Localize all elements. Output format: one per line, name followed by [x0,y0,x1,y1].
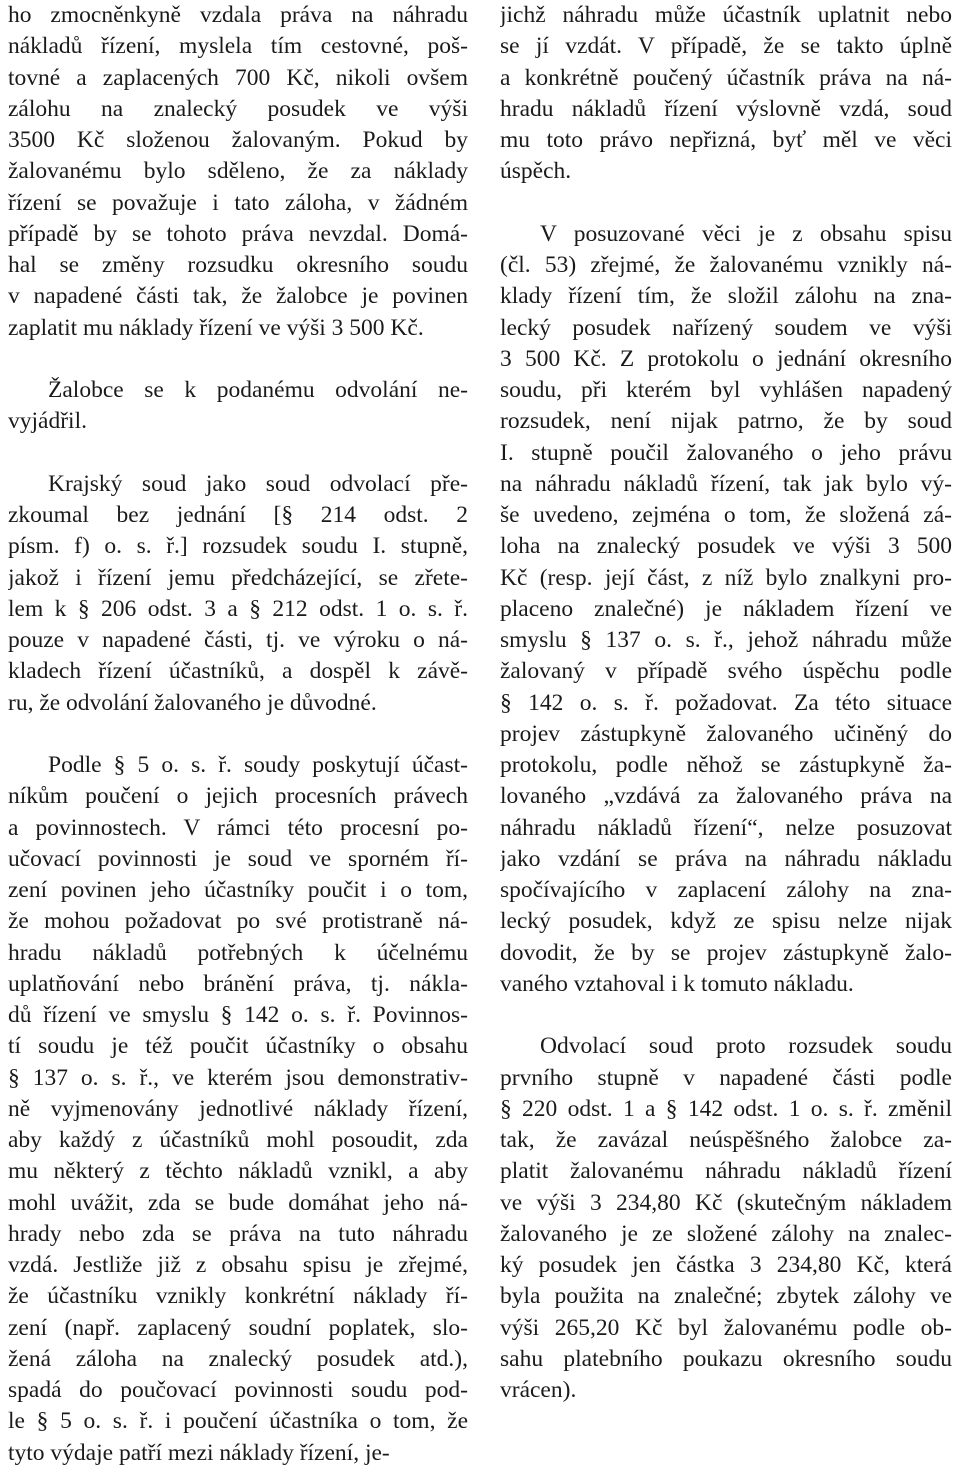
text-line: še uvedeno, zejména o tom, že složená zá- [500,502,952,528]
text-line: písm. f) o. s. ř.] rozsudek soudu I. stupně, [8,533,468,560]
paragraph-gap [500,1000,952,1031]
paragraph [8,375,468,438]
text-line: zkoumal bez jednání [§ 214 odst. 2 [8,502,468,528]
text-line: jichž náhradu může účastník uplatnit nebo [500,2,952,28]
text-line: ký posudek jen částka 3 234,80 Kč, která [500,1252,952,1278]
paragraph [500,219,952,1000]
text-line: ru, že odvolání žalovaného je důvodné. [8,689,377,716]
text-line: žalovaného je ze složené zálohy na znalec- [500,1220,952,1247]
text-line: zálohu na znalecký posudek ve výši [8,95,468,122]
text-line: na náhradu nákladů řízení, tak jak bylo vý- [500,470,952,497]
text-line: Krajský soud jako soud odvolací pře- [48,470,468,497]
left-column [8,0,468,1469]
paragraph-gap [8,719,468,750]
text-line: § 142 o. s. ř. požadovat. Za této situace [500,689,952,716]
text-line: klady řízení tím, že složil zálohu na zna- [500,283,952,310]
text-line: placeno znalečné) je nákladem řízení ve [500,595,952,622]
text-line: tovné a zaplacených 700 Kč, nikoli ovšem [8,64,468,91]
text-line: zení povinen jeho účastníky poučit i o tom, [8,877,468,903]
text-line: Kč (resp. její část, z níž bylo znalkyni pro- [500,564,952,591]
text-line: vaného vztahoval i k tomuto nákladu. [500,970,854,997]
text-line: rozsudek, není nijak patrno, že by soud [500,408,952,435]
text-line: vyjádřil. [8,408,87,435]
text-line: 3500 Kč složenou žalovaným. Pokud by [8,127,468,153]
text-line: platit žalovanému náhradu nákladů řízení [500,1158,952,1185]
text-line: mu některý z těchto nákladů vznikl, a aby [8,1158,468,1185]
paragraph-gap [8,438,468,469]
text-line: ně vyjmenovány jednotlivé náklady řízení, [8,1095,468,1122]
text-line: V posuzované věci je z obsahu spisu [540,220,952,247]
right-column [500,0,952,1406]
text-line: lovaného „vzdává za žalovaného práva na [500,783,952,810]
text-line: Podle § 5 o. s. ř. soudy poskytují účast- [48,752,468,778]
text-line: tak, že zavázal neúspěšného žalobce za- [500,1127,952,1153]
text-line: lecký posudek, když ze spisu nelze nijak [500,908,952,935]
text-line: případě by se tohoto práva nevzdal. Domá- [8,220,468,247]
text-line: žalovanému bylo sděleno, že za náklady [8,158,468,185]
text-line: vrácen). [500,1377,577,1403]
text-line: níkům poučení o jejich procesních právech [8,783,468,810]
paragraph [8,750,468,1469]
text-line: hrady nebo zda se práva na tuto náhradu [8,1220,468,1247]
text-line: spočívajícího v zaplacení zálohy na zna- [500,877,952,903]
text-line: Odvolací soud proto rozsudek soudu [540,1033,952,1060]
text-line: mohl uvážit, zda se bude domáhat jeho ná- [8,1189,468,1216]
text-line: lecký posudek nařízený soudem ve výši [500,314,952,341]
text-line: smyslu § 137 o. s. ř., jehož náhradu může [500,627,952,653]
text-line: dovodit, že by se projev zástupkyně žalo- [500,939,952,966]
text-line: protokolu, podle něhož se zástupkyně ža- [500,752,952,778]
text-line: zení (např. zaplacený soudní poplatek, slo- [8,1314,468,1341]
text-line: § 137 o. s. ř., ve kterém jsou demonstrativ- [8,1064,468,1091]
text-line: učovací povinnosti je soud ve sporném ří- [8,845,468,872]
text-line: v napadené části tak, že žalobce je povinen [8,283,468,310]
paragraph-gap [500,188,952,219]
text-line: nákladů řízení, myslela tím cestovné, poš- [8,33,468,60]
text-line: ve výši 3 234,80 Kč (skutečným nákladem [500,1189,952,1216]
text-line: loha na znalecký posudek ve výši 3 500 [500,533,952,560]
text-line: tí soudu je též poučit účastníky o obsahu [8,1033,468,1060]
text-line: I. stupně poučil žalovaného o jeho právu [500,439,952,466]
text-line: ho zmocněnkyně vzdala práva na náhradu [8,2,468,28]
paragraph-gap [8,344,468,375]
text-line: že účastníku vznikly konkrétní náklady ří- [8,1283,468,1310]
text-line: prvního stupně v napadené části podle [500,1064,952,1091]
text-line: a konkrétně poučený účastník práva na ná- [500,64,952,91]
paragraph [8,0,468,344]
text-line: a povinnostech. V rámci této procesní po- [8,814,468,841]
text-line: tyto výdaje patří mezi náklady řízení, je- [8,1439,390,1466]
text-line: výši 265,20 Kč byl žalovanému podle ob- [500,1314,952,1341]
text-line: řízení se považuje i tato záloha, v žádném [8,189,468,216]
text-line: hradu nákladů potřebných k účelnému [8,939,468,966]
text-line: lem k § 206 odst. 3 a § 212 odst. 1 o. s. ř. [8,595,468,622]
text-line: se jí vzdát. V případě, že se takto úplně [500,33,952,60]
text-line: hal se změny rozsudku okresního soudu [8,252,468,278]
text-line: jakož i řízení jemu předcházející, se zřete- [8,564,468,591]
text-line: § 220 odst. 1 a § 142 odst. 1 o. s. ř. změnil [500,1095,952,1122]
text-line: úspěch. [500,158,572,185]
text-line: sahu platebního poukazu okresního soudu [500,1345,952,1372]
text-line: (čl. 53) zřejmé, že žalovanému vznikly ná- [500,252,952,278]
text-line: 3 500 Kč. Z protokolu o jednání okresního [500,345,952,372]
text-line: projev zástupkyně žalovaného učiněný do [500,720,952,747]
text-line: dů řízení ve smyslu § 142 o. s. ř. Povinnos- [8,1002,468,1028]
paragraph [500,0,952,188]
text-line: spadá do poučovací povinnosti soudu pod- [8,1377,468,1403]
text-line: náhradu nákladů řízení“, nelze posuzovat [500,814,952,841]
text-line: byla použita na znalečné; zbytek zálohy ve [500,1283,952,1310]
text-line: le § 5 o. s. ř. i poučení účastníka o tom, že [8,1408,468,1435]
paragraph [8,469,468,719]
paragraph [500,1031,952,1406]
text-line: kladech řízení účastníků, a dospěl k závě- [8,658,468,685]
text-line: žená záloha na znalecký posudek atd.), [8,1345,468,1372]
text-line: pouze v napadené části, tj. ve výroku o ná- [8,627,468,653]
text-line: vzdá. Jestliže již z obsahu spisu je zřejmé, [8,1252,468,1278]
text-line: že mohou požadovat po své protistraně ná- [8,908,468,935]
text-line: mu toto právo nepřizná, byť měl ve věci [500,127,952,153]
text-line: uplatňování nebo bránění práva, tj. nákla- [8,970,468,997]
text-line: jako vzdání se práva na náhradu nákladu [500,845,952,872]
text-line: aby každý z účastníků mohl posoudit, zda [8,1127,468,1153]
text-line: žalovaný v případě svého úspěchu podle [500,658,952,685]
text-line: Žalobce se k podanému odvolání ne- [48,377,468,403]
text-line: zaplatit mu náklady řízení ve výši 3 500 Kč. [8,314,424,341]
text-line: hradu nákladů řízení výslovně vzdá, soud [500,95,952,122]
text-line: soudu, při kterém byl vyhlášen napadený [500,377,952,403]
